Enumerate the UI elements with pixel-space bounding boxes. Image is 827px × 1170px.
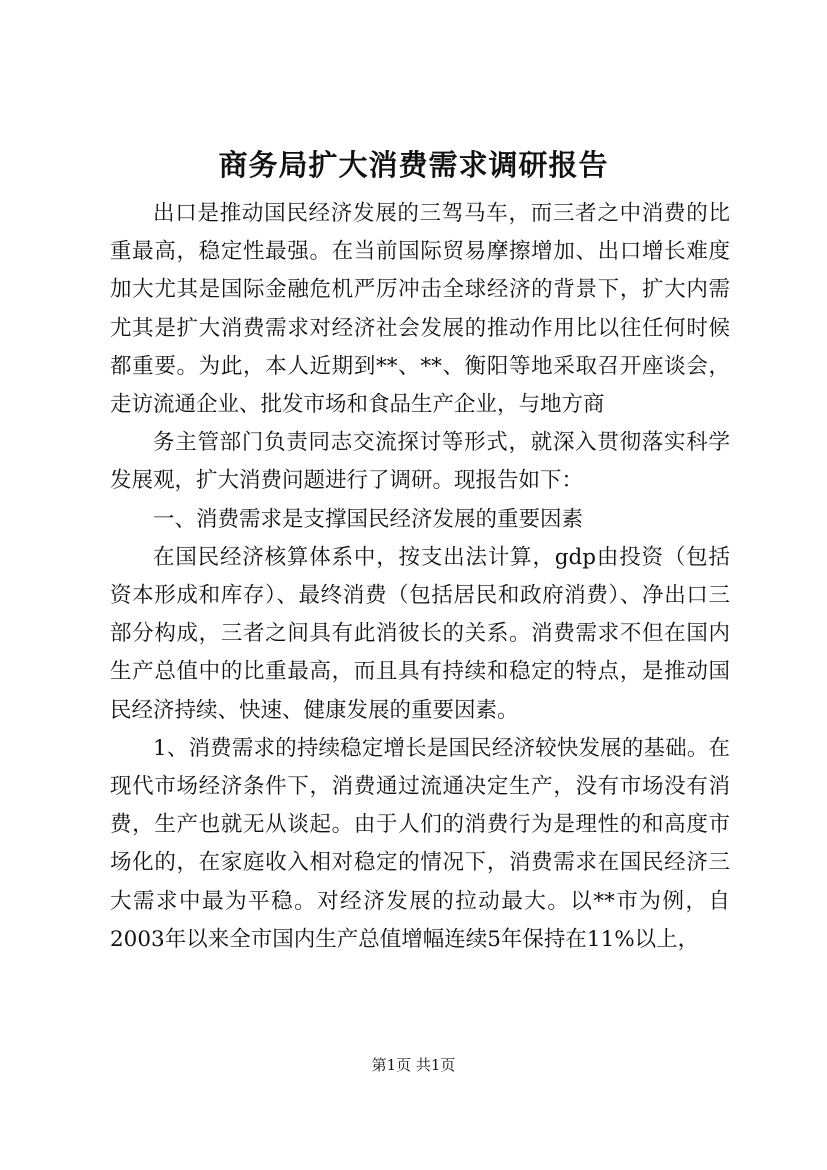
page-footer: 第1页 共1页 <box>371 1056 456 1074</box>
paragraph: 在国民经济核算体系中，按支出法计算，gdp由投资（包括资本形成和库存）、最终消费（包括居民和政府消费）、净出口三部分构成，三者之间具有此消彼长的关系。消费需求不但在国内生产总值中的比重最高，而且具有持续和稳定的特点，是推动国民经济持续、快速、健康发展的重要因素。 <box>110 544 730 723</box>
paragraph: 1、消费需求的持续稳定增长是国民经济较快发展的基础。在现代市场经济条件下，消费通过流通决定生产，没有市场没有消费，生产也就无从谈起。由于人们的消费行为是理性的和高度市场化的，在家庭收入相对稳定的情况下，消费需求在国民经济三大需求中最为平稳。对经济发展的拉动最大。以**市为例，自2003年以来全市国内生产总值增幅连续5年保持在11%以上， <box>110 735 730 952</box>
paragraph: 务主管部门负责同志交流探讨等形式，就深入贯彻落实科学发展观，扩大消费问题进行了调研。现报告如下： <box>110 430 730 494</box>
document-title: 商务局扩大消费需求调研报告 <box>218 148 609 182</box>
section-heading: 一、消费需求是支撑国民经济发展的重要因素 <box>153 506 584 532</box>
document-body <box>110 195 730 959</box>
paragraph: 出口是推动国民经济发展的三驾马车，而三者之中消费的比重最高，稳定性最强。在当前国际贸易摩擦增加、出口增长难度加大尤其是国际金融危机严厉冲击全球经济的背景下，扩大内需尤其是扩大消费需求对经济社会发展的推动作用比以往任何时候都重要。为此，本人近期到**、**、衡阳等地采取召开座谈会，走访流通企业、批发市场和食品生产企业，与地方商 <box>110 201 730 418</box>
